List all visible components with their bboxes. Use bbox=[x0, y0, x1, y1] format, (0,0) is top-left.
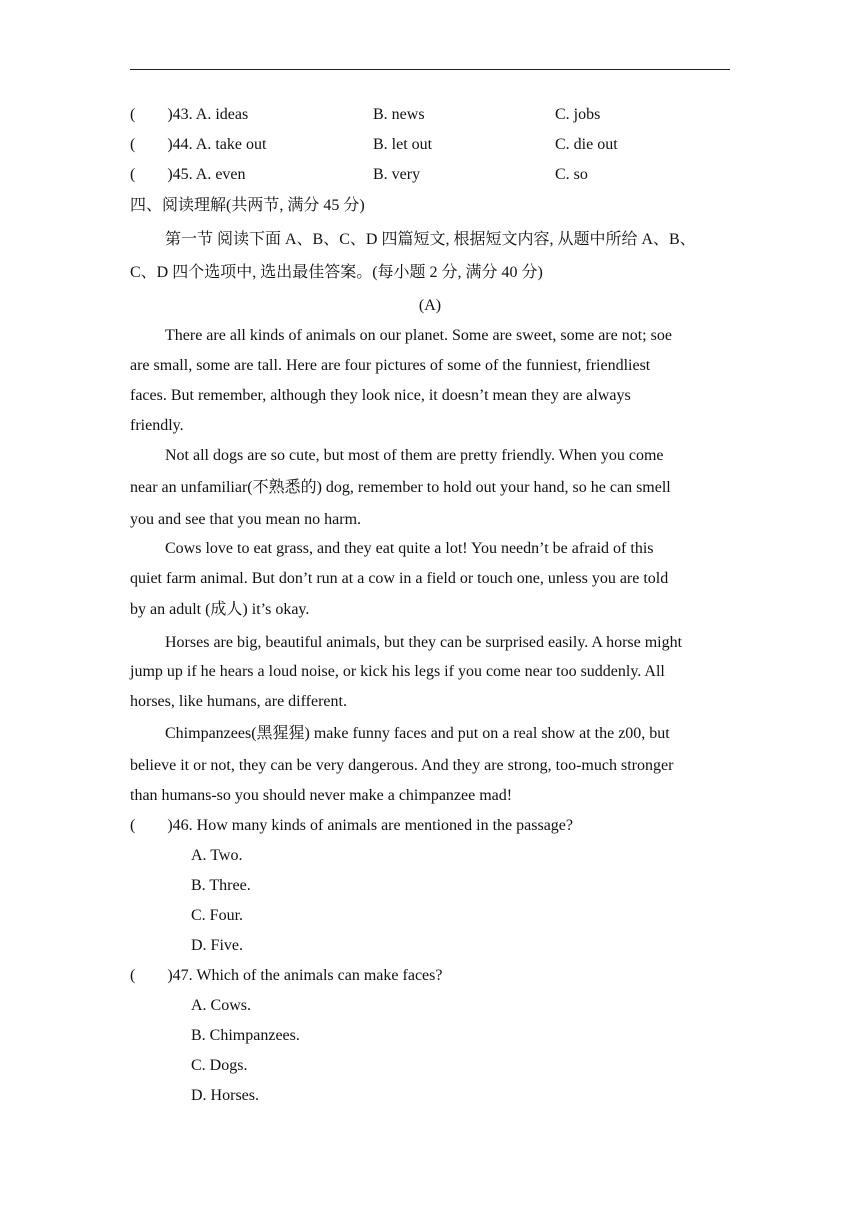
mc-question-43: ( )43. A. ideas bbox=[130, 106, 249, 123]
question-47-option-b: B. Chimpanzees. bbox=[191, 1027, 300, 1044]
passage-line: horses, like humans, are different. bbox=[130, 693, 347, 710]
question-47-option-d: D. Horses. bbox=[191, 1087, 259, 1104]
question-46-option-d: D. Five. bbox=[191, 937, 243, 954]
mc-option-c-44: C. die out bbox=[555, 136, 618, 153]
passage-line: Cows love to eat grass, and they eat quite a lot! You needn’t be afraid of this bbox=[165, 540, 654, 557]
question-46-stem: ( )46. How many kinds of animals are mentioned in the passage? bbox=[130, 817, 573, 834]
mc-option-b-43: B. news bbox=[373, 106, 425, 123]
passage-line: you and see that you mean no harm. bbox=[130, 511, 362, 528]
passage-line: believe it or not, they can be very dangerous. And they are strong, too-much stronger bbox=[130, 757, 674, 774]
passage-label: (A) bbox=[418, 297, 442, 314]
passage-line: jump up if he hears a loud noise, or kick his legs if you come near too suddenly. All bbox=[130, 663, 665, 680]
passage-line: than humans-so you should never make a chimpanzee mad! bbox=[130, 787, 513, 804]
mc-option-b-45: B. very bbox=[373, 166, 421, 183]
passage-line: by an adult (成人) it’s okay. bbox=[130, 601, 310, 618]
part-instruction-line-1: 第一节 阅读下面 A、B、C、D 四篇短文, 根据短文内容, 从题中所给 A、B、 bbox=[165, 231, 696, 248]
question-46-option-c: C. Four. bbox=[191, 907, 244, 924]
passage-line: There are all kinds of animals on our planet. Some are sweet, some are not; soe bbox=[165, 327, 672, 344]
passage-line: near an unfamiliar(不熟悉的) dog, remember to hold out your hand, so he can smell bbox=[130, 479, 671, 496]
passage-line: faces. But remember, although they look nice, it doesn’t mean they are always bbox=[130, 387, 631, 404]
mc-option-b-44: B. let out bbox=[373, 136, 433, 153]
mc-option-c-43: C. jobs bbox=[555, 106, 601, 123]
question-47-option-c: C. Dogs. bbox=[191, 1057, 248, 1074]
passage-line: friendly. bbox=[130, 417, 184, 434]
passage-line: Horses are big, beautiful animals, but they can be surprised easily. A horse might bbox=[165, 634, 683, 651]
question-46-option-b: B. Three. bbox=[191, 877, 251, 894]
passage-line: Not all dogs are so cute, but most of them are pretty friendly. When you come bbox=[165, 447, 664, 464]
mc-question-45: ( )45. A. even bbox=[130, 166, 246, 183]
passage-line: are small, some are tall. Here are four pictures of some of the funniest, friendliest bbox=[130, 357, 651, 374]
mc-question-44: ( )44. A. take out bbox=[130, 136, 267, 153]
question-47-stem: ( )47. Which of the animals can make faces? bbox=[130, 967, 443, 984]
question-46-option-a: A. Two. bbox=[191, 847, 243, 864]
passage-line: quiet farm animal. But don’t run at a cow in a field or touch one, unless you are told bbox=[130, 570, 669, 587]
header-rule bbox=[130, 69, 730, 70]
question-47-option-a: A. Cows. bbox=[191, 997, 252, 1014]
part-instruction-line-2: C、D 四个选项中, 选出最佳答案。(每小题 2 分, 满分 40 分) bbox=[130, 264, 543, 281]
section-heading: 四、阅读理解(共两节, 满分 45 分) bbox=[130, 197, 365, 214]
passage-line: Chimpanzees(黑猩猩) make funny faces and put on a real show at the z00, but bbox=[165, 725, 670, 742]
mc-option-c-45: C. so bbox=[555, 166, 588, 183]
